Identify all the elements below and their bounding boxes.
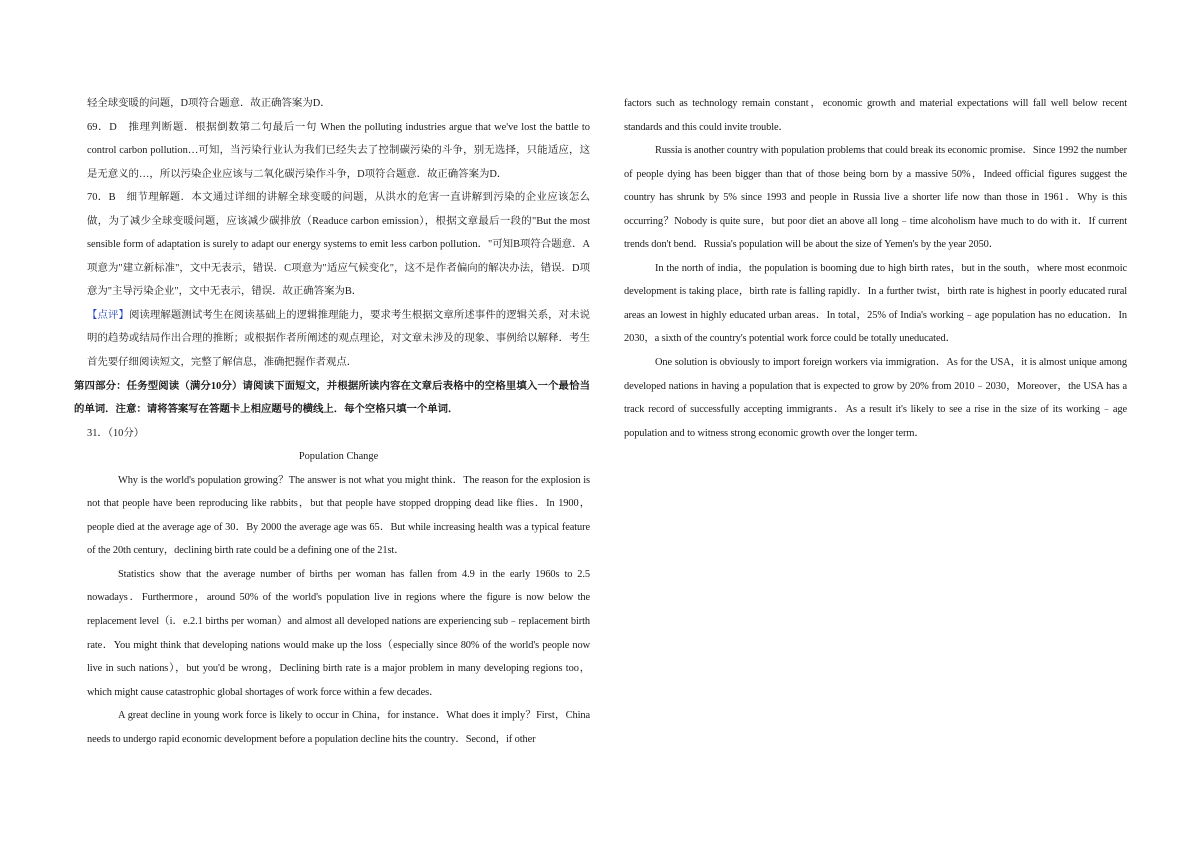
passage-paragraph-6: One solution is obviously to import foreign workers via immigration．As for the USA，it is almost unique among developed nations in having a population that is expected to grow by 20% from 2010﹣2030，Moreover，the USA has a track record of successfully accepting immigrants．As a result it's likely to see a rise in the size of its working﹣age population and to witness strong economic growth over the longer term．: [624, 357, 1127, 439]
passage-paragraph-3: A great decline in young work force is likely to occur in China，for instance．What does it imply？First，China needs to undergo rapid economic development before a population decline hits the country．Second，if other: [87, 710, 590, 745]
comment-text: 阅读理解题测试考生在阅读基础上的逻辑推理能力，要求考生根据文章所述事件的逻辑关系，对未说明的趋势或结局作出合理的推断；或根据作者所阐述的观点理论，对文章未涉及的现象、事例给以解释．考生首先要仔细阅读短文，完整了解信息，准确把握作者观点．: [87, 309, 591, 369]
answer-d-line: 轻全球变暖的问题，D项符合题意．故正确答案为D．: [87, 98, 331, 109]
comment-tag: 【点评】: [87, 309, 129, 321]
passage-paragraph-2: Statistics show that the average number of births per woman has fallen from 4.9 in the early 1960s to 2.5 nowadays．Furthermore，around 50% of the world's population live in regions where the figure is now below the replacement level（i．e.2.1 births per woman）and almost all developed nations are experiencing sub﹣replacement birth rate．You might think that developing nations would make up the loss（especially since 80% of the world's people now live in such nations），but you'd be wrong，Declining birth rate is a major problem in many developing regions too，which might cause catastrophic global shortages of work force within a few decades．: [87, 568, 590, 698]
answer-70: 70．B 细节理解题．本文通过详细的讲解全球变暖的问题，从洪水的危害一直讲解到污染的企业应该怎么做，为了减少全球变暖问题，应该减少碳排放（Readuce carbon emission），根据文章最后一段的"But the most sensible form of adaptation is surely to adapt our energy systems to emit less carbon pollution．"可知B项符合题意．A项意为"建立新标准"，文中无表示，错误．C项意为"适应气候变化"，这不是作者偏向的解决办法，错误．D项意为"主导污染企业"，文中无表示，错误．故正确答案为B．: [87, 192, 590, 298]
passage-paragraph-1: Why is the world's population growing？The answer is not what you might think．The reason for the explosion is not that people have been reproducing like rabbits，but that people have stopped dropping dead like flies．In 1900，people died at the average age of 30．By 2000 the average age was 65．But while increasing health was a typical feature of the 20th century，declining birth rate could be a defining one of the 21st．: [87, 474, 590, 557]
passage-title: Population Change: [298, 451, 379, 463]
comment-paragraph: [87, 304, 590, 375]
passage-paragraph-4: Russia is another country with population problems that could break its economic promise．Since 1992 the number of people dying has been bigger than that of those being born by a massive 50%，Indeed official figures suggest the country has shrunk by 5% since 1993 and people in Russia live a shorter life now than those in 1961．Why is this occurring？Nobody is quite sure，but poor diet an above all long﹣time alcoholism have much to do with it．If current trends don't bend．Russia's population will be about the size of Yemen's by the year 2050．: [624, 145, 1127, 251]
answer-69: 69．D 推理判断题．根据倒数第二句最后一句 When the polluting industries argue that we've lost the battle to control carbon pollution…可知，当污染行业认为我们已经失去了控制碳污染的斗争，别无选择，只能适应，这是无意义的…，所以污染企业应该与二氧化碳污染作斗争，D项符合题意．故正确答案为D．: [87, 121, 590, 180]
passage-paragraph-5: In the north of india，the population is booming due to high birth rates，but in the south，where most econmoic development is taking place，birth rate is falling rapidly．In a further twist，birth rate is highest in poorly educated rural areas an lowest in highly educated urban areas．In total，25% of India's working﹣age population has no education．In 2030，a sixth of the country's potential work force could be totally uneducated．: [624, 262, 1127, 345]
right-column: [624, 92, 1127, 445]
question-31-label: 31．（10分）: [87, 427, 145, 439]
passage-paragraph-3-continued: factors such as technology remain constant，economic growth and material expectations will fall well below recent standards and this could invite trouble．: [624, 98, 1127, 133]
left-column: [74, 92, 591, 751]
section4-instructions: 第四部分：任务型阅读（满分10分）请阅读下面短文，并根据所读内容在文章后表格中的空格里填入一个最恰当的单词．注意：请将答案写在答题卡上相应题号的横线上．每个空格只填一个单词．: [74, 380, 590, 416]
